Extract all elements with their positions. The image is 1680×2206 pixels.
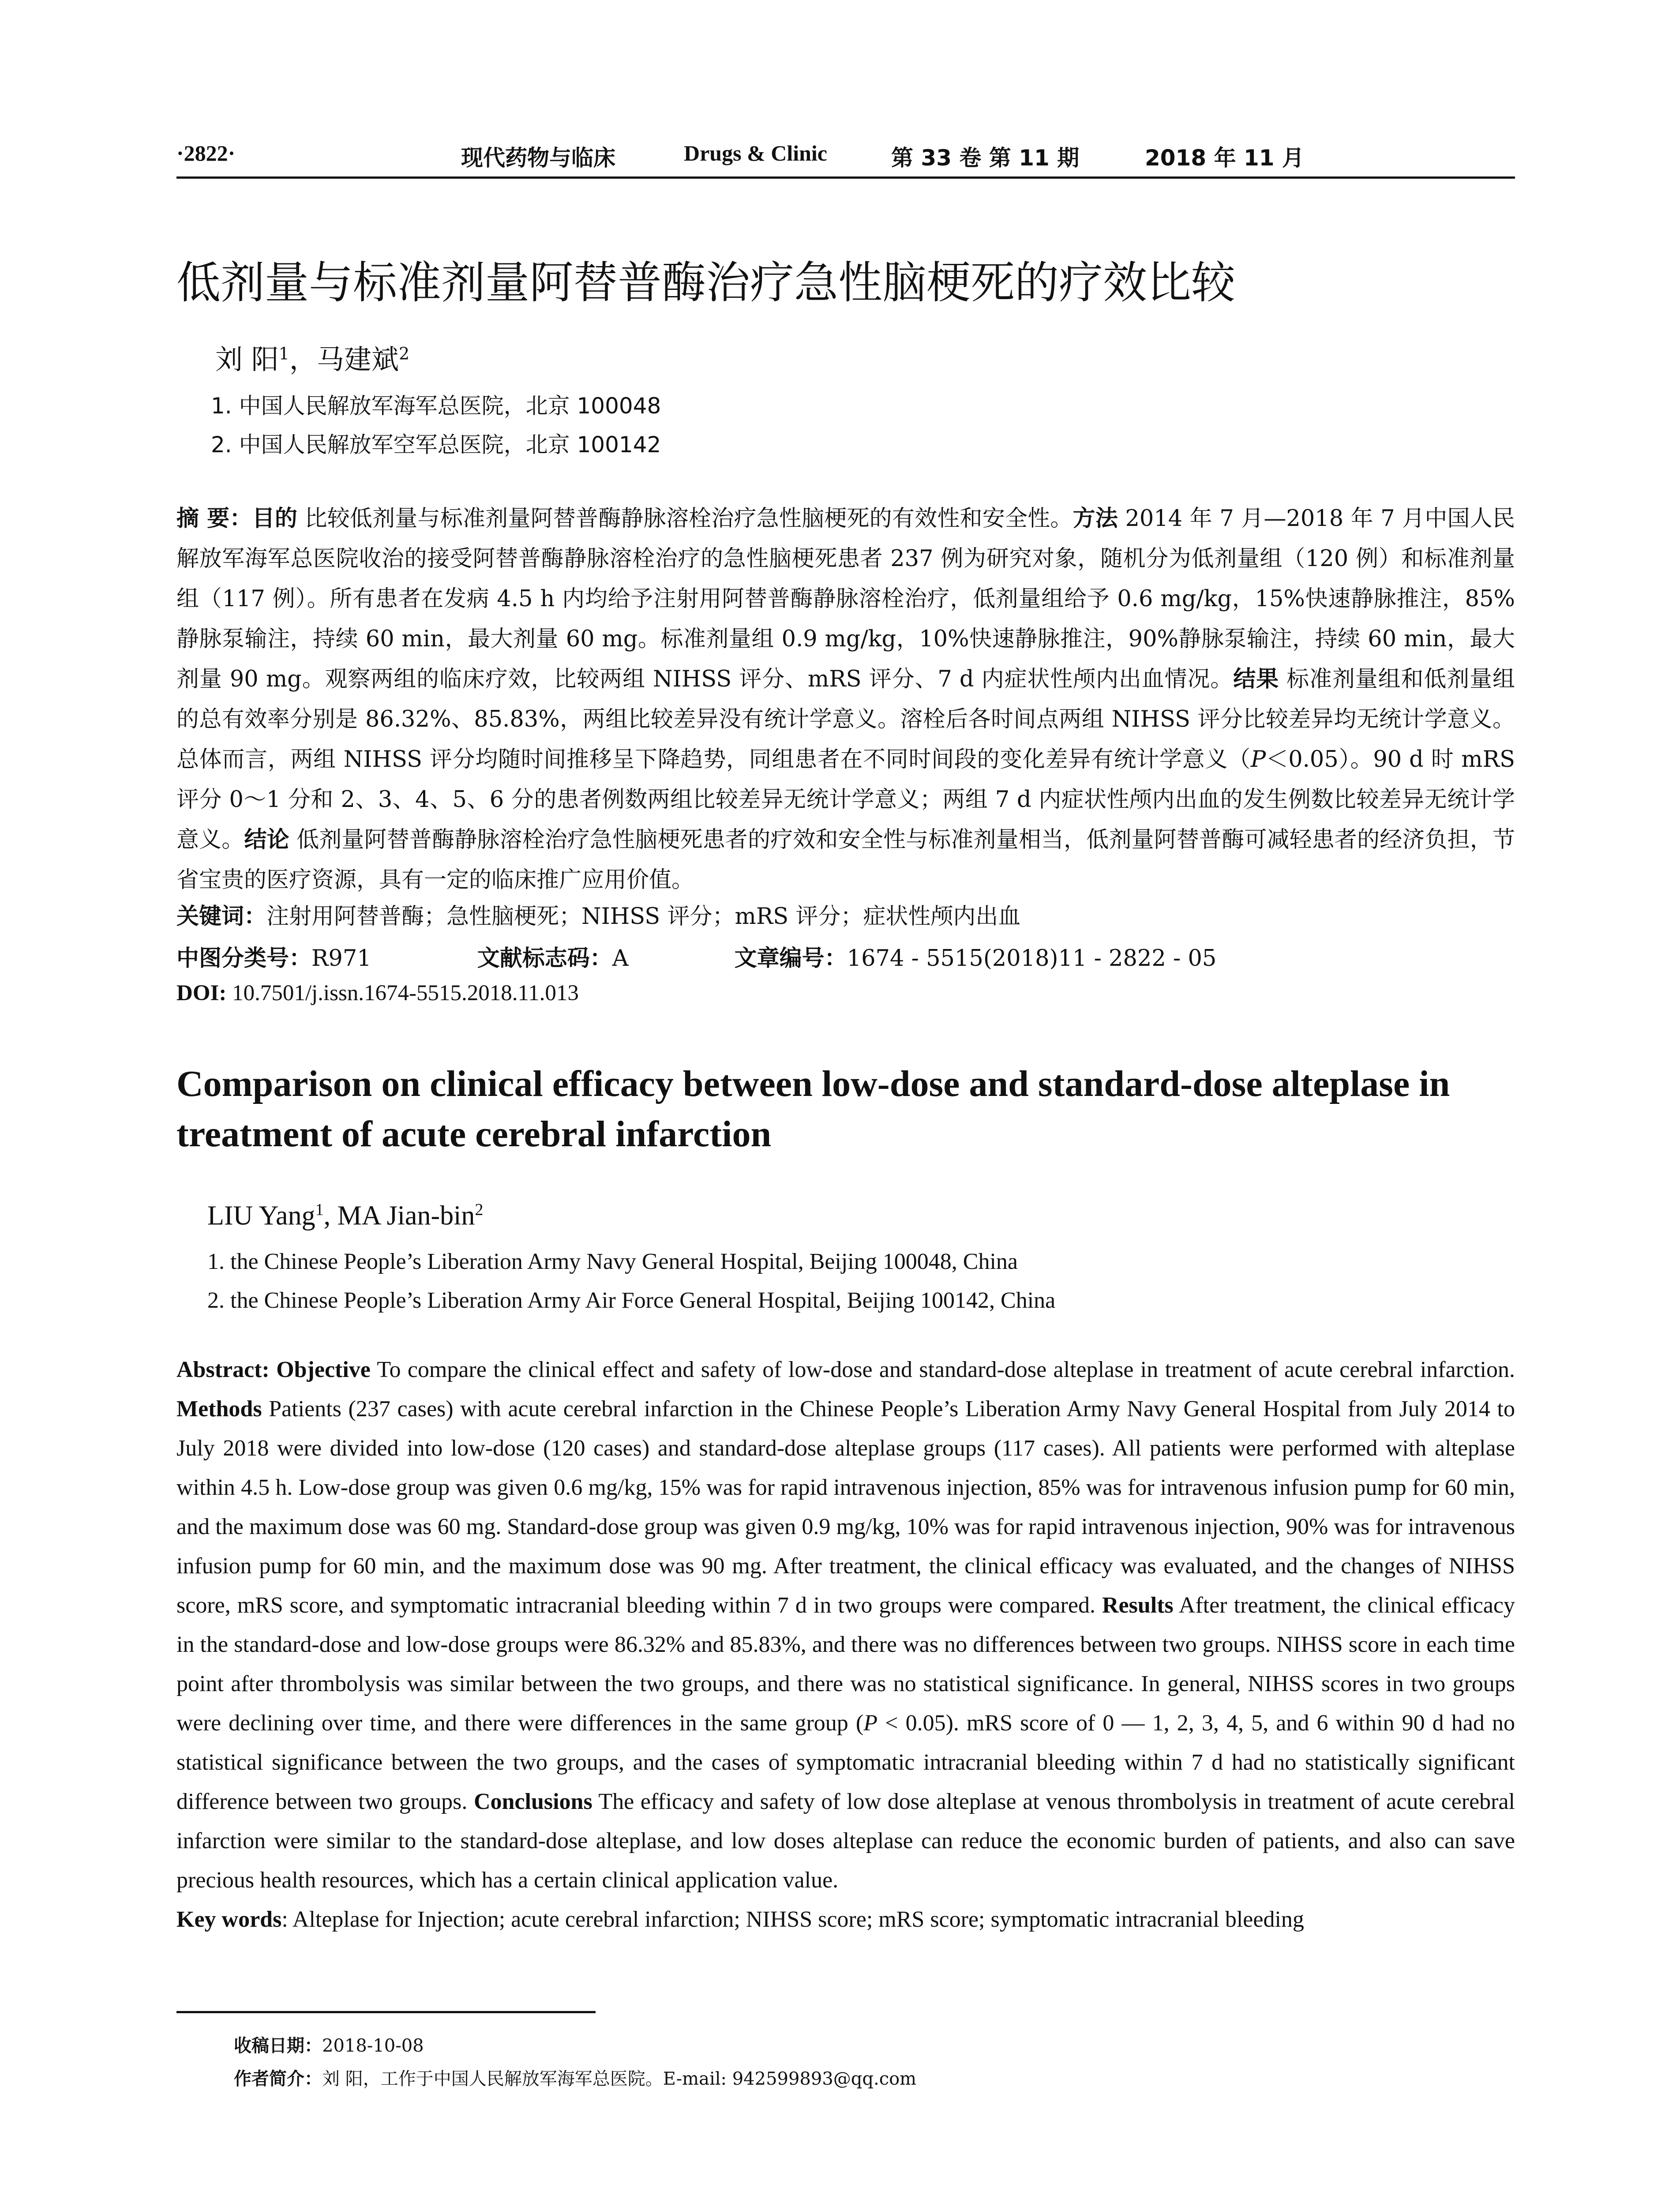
title-cn: 低剂量与标准剂量阿替普酶治疗急性脑梗死的疗效比较 [176,257,1235,308]
objective-label-cn: 目的 [252,506,298,532]
keywords-text-cn: 注射用阿替普酶；急性脑梗死；NIHSS 评分；mRS 评分；症状性颅内出血 [266,904,1021,930]
doi-line [176,980,579,1006]
affiliation-1-cn: 1. 中国人民解放军海军总医院，北京 100048 [211,393,661,419]
authors-cn [215,338,409,377]
classification-line [176,940,1216,972]
author-separator: ， [289,343,317,375]
article-no-label: 文章编号： [734,945,847,972]
journal-name-cn: 现代药物与临床 [461,145,615,171]
results-label-cn: 结果 [1233,666,1279,692]
methods-text-en: Patients (237 cases) with acute cerebral infarction in the Chinese People’s Liberation Army Navy General Hospital from July 2014 to July 2018 were divided into low-dose (120 cases) and standard-dose alteplase groups (117 cases). All patients were performed with alteplase within 4.5 h. Low-dose group was given 0.6 mg/kg, 15% was for rapid intravenous injection, 85% was for intravenous infusion pump for 60 min, and the maximum dose was 60 mg. Standard-dose group was given 0.9 mg/kg, 10% was for rapid intravenous injection, 90% was for intravenous infusion pump for 60 min, and the maximum dose was 90 mg. After treatment, the clinical efficacy was evaluated, and the changes of NIHSS score, mRS score, and symptomatic intracranial bleeding within 7 d in two groups were compared. [176,1396,1515,1618]
abstract-label-cn: 摘 要： [176,506,252,532]
p-symbol-en: P [863,1711,878,1736]
journal-name-en: Drugs & Clinic [684,141,827,165]
header-rule [176,176,1515,179]
page-number: ·2822· [176,141,236,165]
conclusions-text-cn: 低剂量阿替普酶静脉溶栓治疗急性脑梗死患者的疗效和安全性与标准剂量相当，低剂量阿替普酶可减轻患者的经济负担，节省宝贵的医疗资源，具有一定的临床推广应用价值。 [176,827,1515,893]
title-en: Comparison on clinical efficacy between low-dose and standard-dose alteplase in treatment of acute cerebral infarction [176,1063,1450,1155]
received-value: 2018-10-08 [322,2036,424,2056]
conclusions-label-en: Conclusions [473,1789,592,1814]
objective-text-cn: 比较低剂量与标准剂量阿替普酶静脉溶栓治疗急性脑梗死的有效性和安全性。 [297,506,1073,532]
author-1-cn: 刘 阳 [215,343,279,375]
clc-label: 中图分类号： [176,945,312,972]
affiliation-1-en: 1. the Chinese People’s Liberation Army Navy General Hospital, Beijing 100048, China [207,1249,1018,1274]
results-label-en: Results [1102,1593,1174,1618]
doi-value: 10.7501/j.issn.1674-5515.2018.11.013 [226,981,579,1005]
methods-text-cn: 2014 年 7 月—2018 年 7 月中国人民解放军海军总医院收治的接受阿替普酶静脉溶栓治疗的急性脑梗死患者 237 例为研究对象，随机分为低剂量组（120 例）和标准剂量组（117 例）。所有患者在发病 4.5 h 内均给予注射用阿替普酶静脉溶栓治疗，低剂量组给予 0.6 mg/kg，15%快速静脉推注，85%静脉泵输注，持续 60 min，最大剂量 60 mg。标准剂量组 0.9 mg/kg，10%快速静脉推注，90%静脉泵输注，持续 60 min，最大剂量 90 mg。观察两组的临床疗效，比较两组 NIHSS 评分、mRS 评分、7 d 内症状性颅内出血情况。 [176,506,1515,692]
keywords-text-en: : Alteplase for Injection; acute cerebral infarction; NIHSS score; mRS score; symptomatic intracranial bleeding [281,1907,1304,1932]
p-symbol-cn: P [1250,747,1266,773]
received-date [234,2032,424,2057]
results-text-en: After treatment, the clinical efficacy in the standard-dose and low-dose groups were 86.32% and 85.83%, and there was no differences between two groups. NIHSS score in each time point after thrombolysis was similar between the two groups, and there was no statistical significance. In general, NIHSS scores in two groups were declining over time, and there were differences in the same group ( [176,1593,1515,1736]
received-label: 收稿日期： [234,2036,322,2056]
doc-code-value: A [612,945,629,972]
author-2-mark-en: 2 [475,1201,484,1219]
keywords-label-en: Key words [176,1907,282,1932]
authors-en [207,1200,483,1232]
conclusions-text-en: The efficacy and safety of low dose alteplase at venous thrombolysis in treatment of acute cerebral infarction were similar to the standard-dose alteplase, and low doses alteplase can reduce the economic burden of patients, and also can save precious health resources, which has a certain clinical application value. [176,1789,1515,1893]
results-text-cn-2: ＜0.05）。90 d 时 mRS 评分 0～1 分和 2、3、4、5、6 分的患者例数两组比较差异无统计学意义；两组 7 d 内症状性颅内出血的发生例数比较差异无统计学意义。 [176,747,1515,853]
methods-label-en: Methods [176,1396,262,1422]
article-no-value: 1674 - 5515(2018)11 - 2822 - 05 [847,945,1217,972]
author-separator-en: , [323,1201,338,1231]
footnote-rule [176,2011,596,2013]
doc-code-label: 文献标志码： [477,945,612,972]
author-bio [234,2065,916,2090]
author-bio-text: 刘 阳，工作于中国人民解放军海军总医院。E-mail: 942599893@qq.com [322,2069,917,2089]
objective-text-en: To compare the clinical effect and safety of low-dose and standard-dose alteplase in treatment of acute cerebral infarction. [370,1357,1515,1382]
author-2-en: MA Jian-bin [337,1201,475,1231]
issue-date: 2018 年 11 月 [1145,145,1304,171]
results-text-cn: 标准剂量组和低剂量组的总有效率分别是 86.32%、85.83%，两组比较差异没有统计学意义。溶栓后各时间点两组 NIHSS 评分比较差异均无统计学意义。总体而言，两组 NIHSS 评分均随时间推移呈下降趋势，同组患者在不同时间段的变化差异有统计学意义（ [176,666,1515,773]
doi-label: DOI: [176,981,227,1005]
conclusions-label-cn: 结论 [244,827,289,853]
author-2-cn: 马建斌 [316,343,399,375]
keywords-cn [176,898,1020,930]
volume-issue: 第 33 卷 第 11 期 [891,145,1080,171]
author-1-mark: 1 [278,344,289,364]
abstract-cn [176,499,1515,900]
author-2-mark: 2 [398,344,410,364]
keywords-label-cn: 关键词： [176,904,267,930]
results-text-en-2: < 0.05). mRS score of 0 — 1, 2, 3, 4, 5, and 6 within 90 d had no statistical significance between the two groups, and the cases of symptomatic intracranial bleeding within 7 d had no statistically significant difference between two groups. [176,1711,1515,1814]
affiliation-2-cn: 2. 中国人民解放军空军总医院，北京 100142 [211,432,661,458]
author-1-en: LIU Yang [207,1201,315,1231]
clc-value: R971 [311,945,371,972]
affiliation-2-en: 2. the Chinese People’s Liberation Army Air Force General Hospital, Beijing 100142, China [207,1288,1056,1313]
author-bio-label: 作者简介： [234,2069,322,2089]
abstract-label-en: Abstract: Objective [176,1357,371,1382]
abstract-en [176,1350,1515,1939]
methods-label-cn: 方法 [1072,506,1118,532]
author-1-mark-en: 1 [315,1201,324,1219]
